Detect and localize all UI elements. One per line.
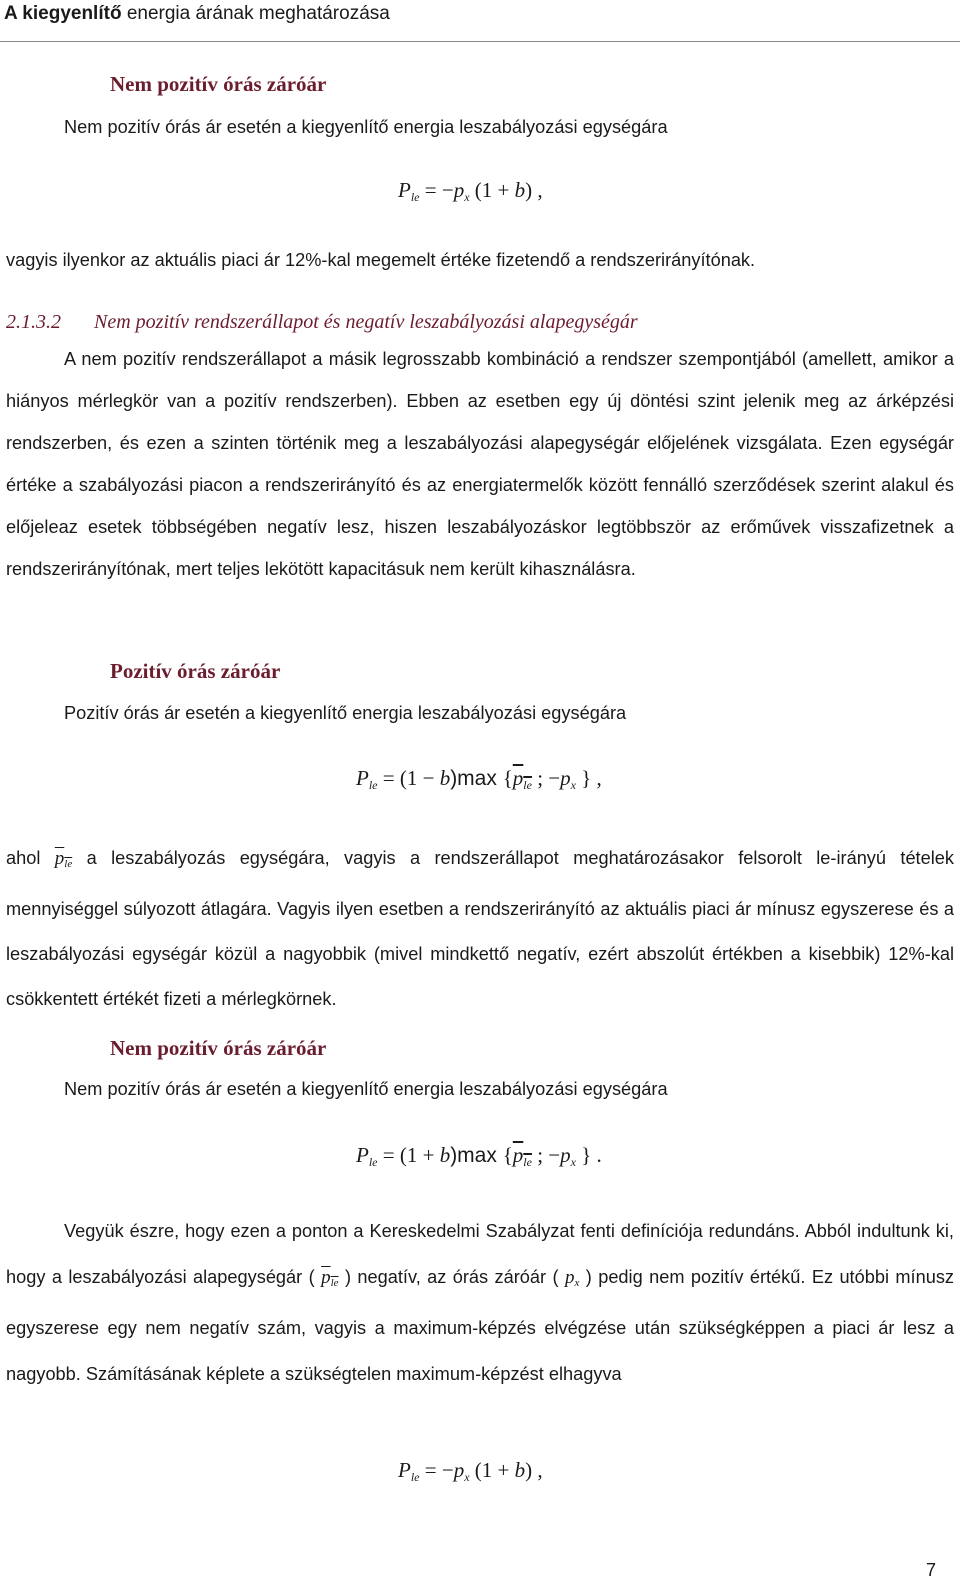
paragraph-2: vagyis ilyenkor az aktuális piaci ár 12%-kal megemelt értéke fizetendő a rendszerirányítónak. bbox=[6, 250, 756, 270]
paragraph-1: Nem pozitív órás ár esetén a kiegyenlítő energia leszabályozási egységára bbox=[64, 117, 668, 137]
heading-nonpositive-1: Nem pozitív órás záróár bbox=[110, 72, 327, 96]
formula-4: $P_{le} = -p_x$ (1 + b) , bbox=[398, 1458, 543, 1484]
section-heading-2-1-3-2 bbox=[6, 308, 638, 336]
formula-1: $P_{le} = -p_x$ (1 + b) , bbox=[398, 178, 543, 204]
header-title-rest: energia árának meghatározása bbox=[121, 3, 390, 24]
paragraph-7: Vegyük észre, hogy ezen a ponton a Kereskedelmi Szabályzat fenti definíciója redundáns. Abból indultunk ki, hogy a leszabályozási alapegységár ( $p_{le}$ ) negatív, az órás záróár ( $p_x$ ) pedig nem pozitív értékű. Ez utóbbi mínusz egyszerese egy nem negatív szám, vagyis a maximum-képzés elvégzése után szükségképpen a piaci ár lesz a nagyobb. Számításának képlete a szükségtelen maximum-képzést elhagyva bbox=[6, 1221, 955, 1384]
page-header bbox=[0, 0, 960, 42]
formula-2: $P_{le} = (1 - b)\max$ {$p_{le}$ ; $-p_x$ } , bbox=[356, 766, 602, 792]
formula-3: $P_{le} = (1 + b)\max$ {$p_{le}$ ; $-p_x$ } . bbox=[356, 1143, 602, 1169]
section-number: 2.1.3.2 bbox=[6, 311, 61, 333]
heading-positive: Pozitív órás záróár bbox=[110, 659, 281, 683]
section-title: Nem pozitív rendszerállapot és negatív leszabályozási alapegységár bbox=[94, 311, 638, 333]
paragraph-3: A nem pozitív rendszerállapot a másik legrosszabb kombináció a rendszer szempontjából (amellett, amikor a hiányos mérlegkör van a pozitív rendszerben). Ebben az esetben egy új döntési szint jelenik meg az árképzési rendszerben, és ezen a szinten történik meg a leszabályozási alapegységár előjelének vizsgálata. Ezen egységár értéke a szabályozási piacon a rendszerirányító és az energiatermelők között fennálló szerződések szerint alakul és előjeleaz esetek többségében negatív lesz, hiszen leszabályozáskor legtöbbször az erőművek visszafizetnek a rendszerirányítónak, mert teljes lekötött kapacitásuk nem került kihasználásra. bbox=[6, 349, 954, 579]
page-number: 7 bbox=[926, 1560, 937, 1580]
paragraph-4: Pozitív órás ár esetén a kiegyenlítő energia leszabályozási egységára bbox=[64, 703, 627, 723]
paragraph-6: Nem pozitív órás ár esetén a kiegyenlítő energia leszabályozási egységára bbox=[64, 1079, 668, 1099]
header-title-bold: A kiegyenlítő bbox=[4, 3, 122, 24]
heading-nonpositive-2: Nem pozitív órás záróár bbox=[110, 1036, 327, 1060]
paragraph-5: ahol $p_{le}$ a leszabályozás egységára, vagyis a rendszerállapot meghatározásakor felsorolt le-irányú tételek mennyiséggel súlyozott átlagára. Vagyis ilyen esetben a rendszerirányító az aktuális piaci ár mínusz egyszerese és a leszabályozási egységár közül a nagyobbik (mivel mindkettő negatív, ezért abszolút értékben a kisebbik) 12%-kal csökkentett értékét fizeti a mérlegkörnek. bbox=[6, 848, 954, 1009]
